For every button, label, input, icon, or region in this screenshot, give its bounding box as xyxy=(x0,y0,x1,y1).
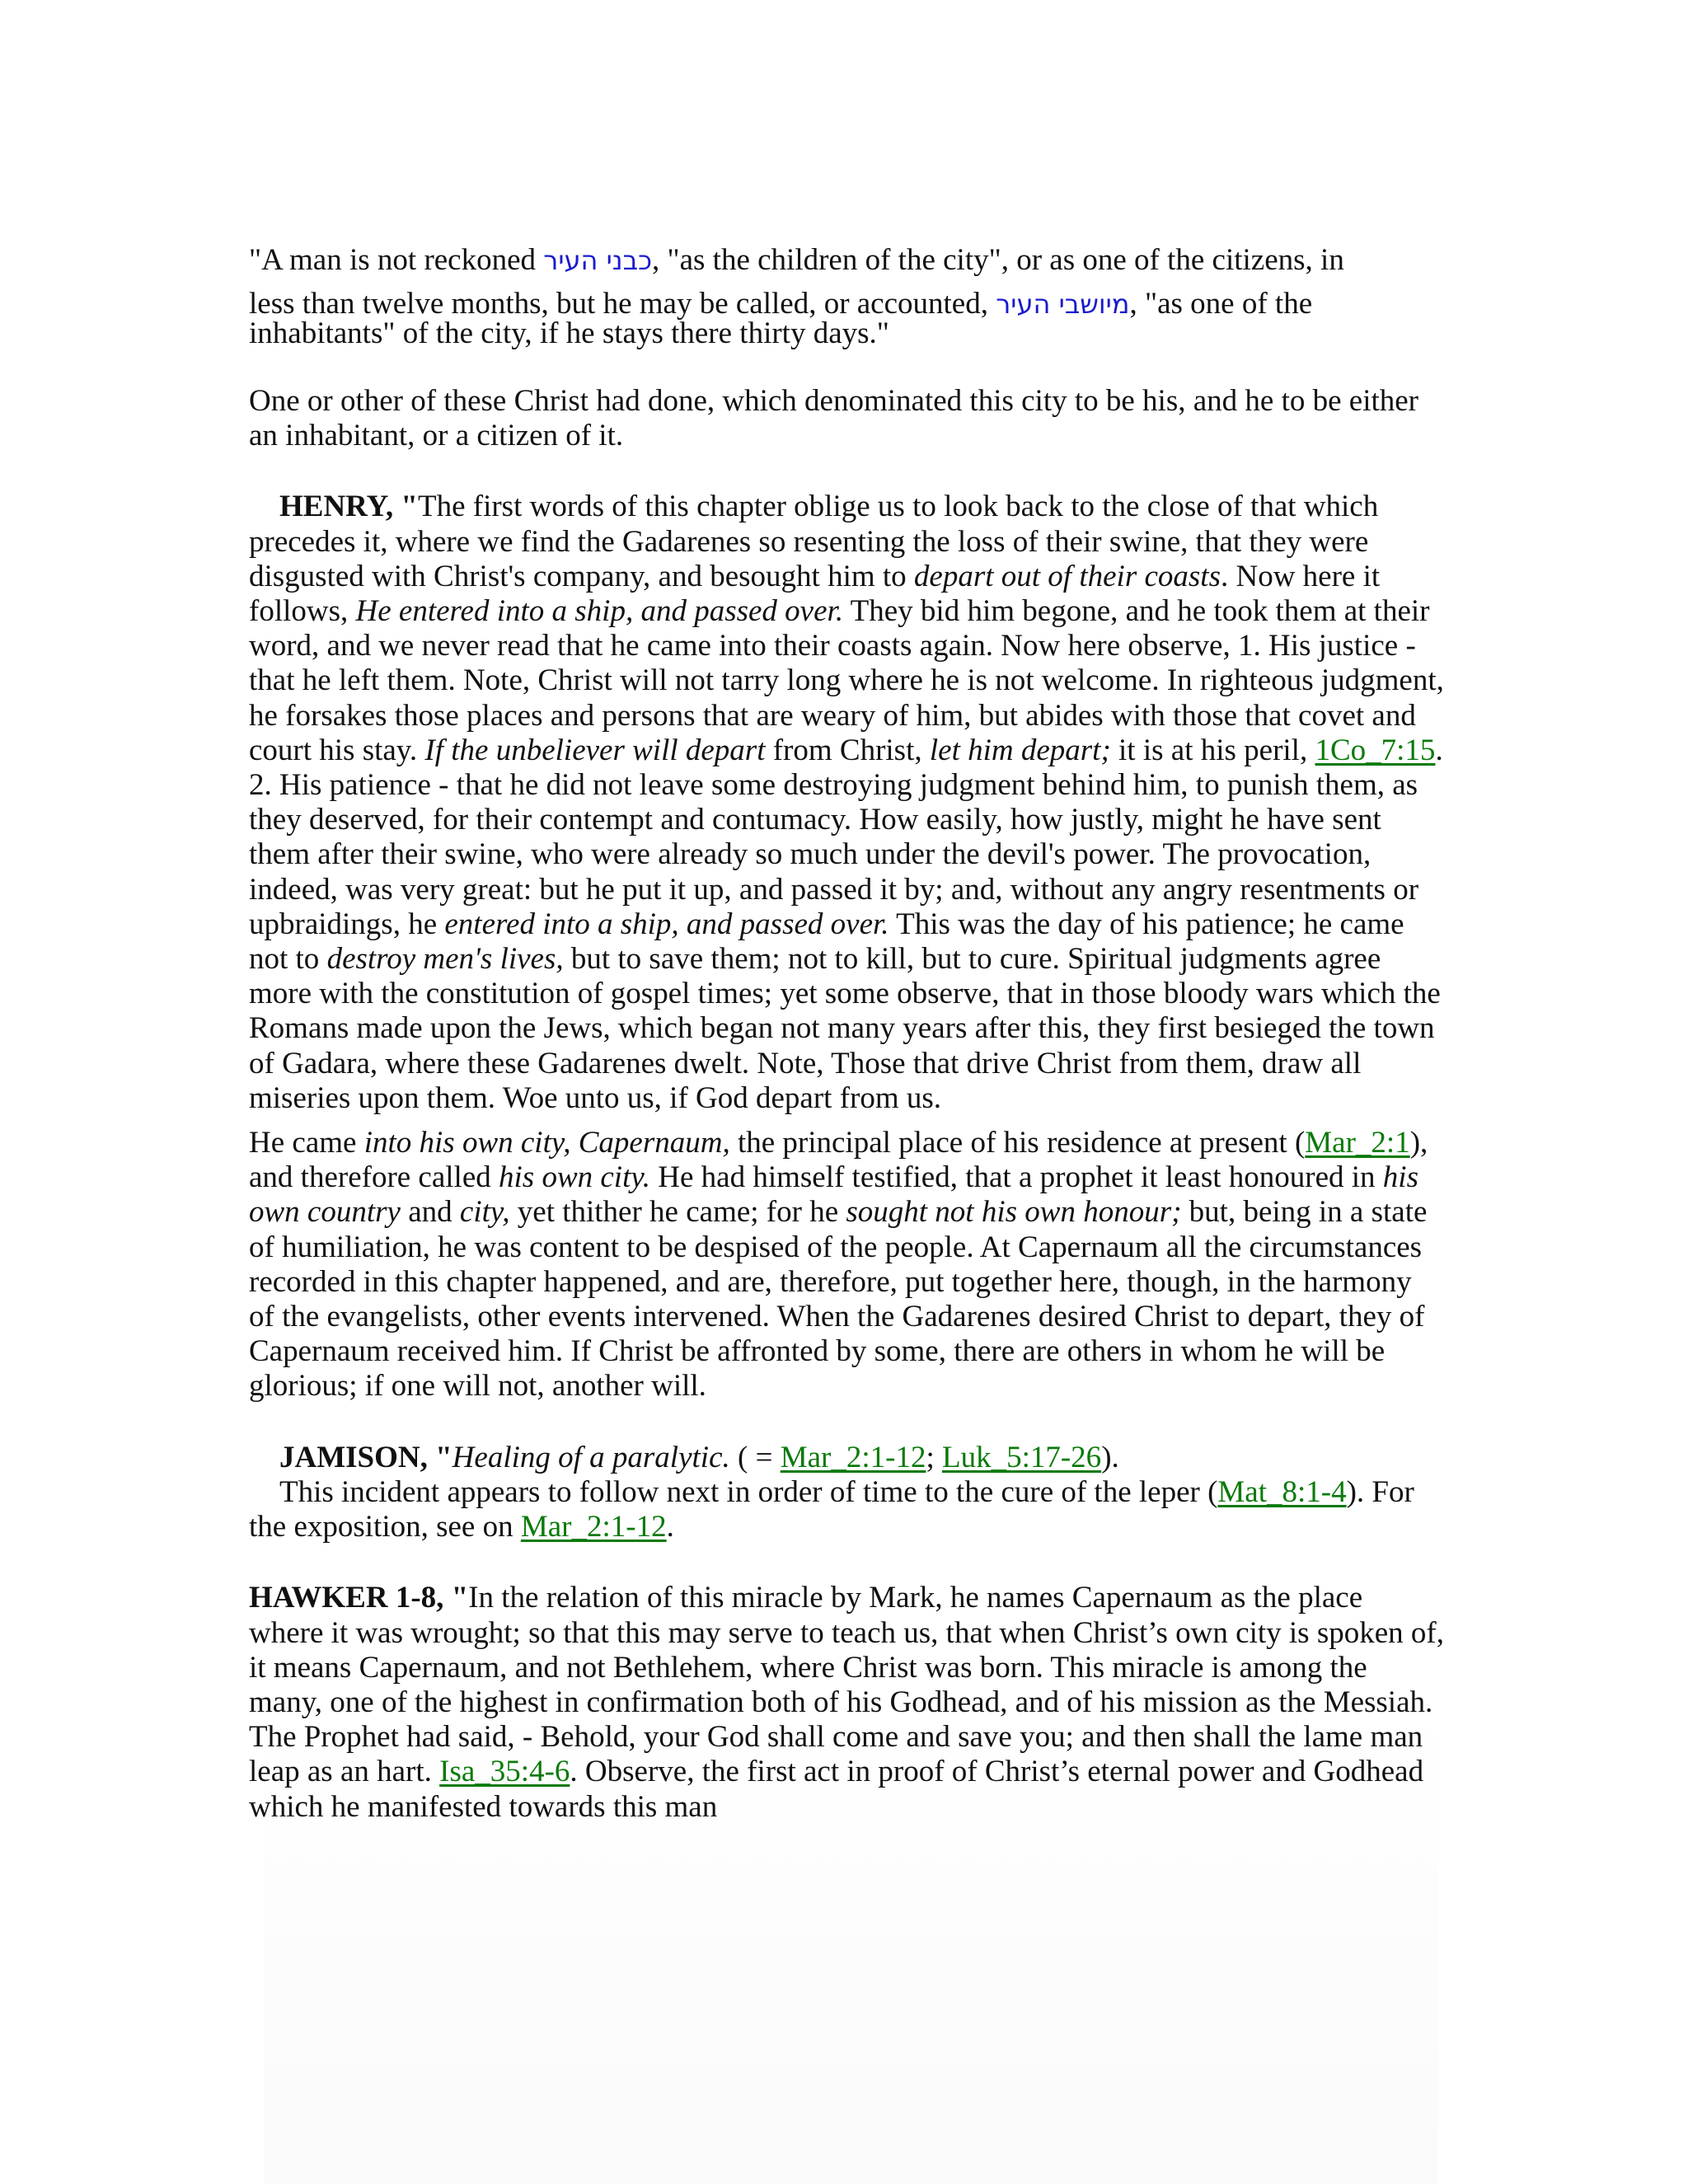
text: This incident appears to follow next in order of time to the cure of the leper ( xyxy=(279,1474,1218,1509)
scripture-link[interactable]: 1Co_7:15 xyxy=(1315,733,1436,767)
text: but to save them; not to kill, but to cure. Spiritual judgments agree more with the constitution of gospel times; yet some observe, that in those bloody wars which the Romans made upon the Jews, which began not many years after this, they first besieged the town of Gadara, where these Gadarenes dwelt. Note, Those that drive Christ from them, draw all miseries upon them. Woe unto us, if God depart from us. xyxy=(249,942,1441,1115)
paragraph-jamison xyxy=(249,1441,1444,1475)
text: ). xyxy=(1101,1440,1119,1474)
quote-text: He entered into a ship, and passed over. xyxy=(355,594,844,629)
quote-text: city, xyxy=(459,1195,510,1230)
text: yet thither he came; for he xyxy=(509,1195,846,1230)
scripture-link[interactable]: Isa_35:4-6 xyxy=(439,1755,570,1789)
quote-text: depart out of their coasts xyxy=(913,559,1221,593)
paragraph-capernaum xyxy=(249,1126,1444,1404)
text: . Observe, the first act in proof of Christ’s eternal power and Godhead which he manifested towards this man xyxy=(249,1755,1424,1824)
quote-text: sought not his own honour; xyxy=(846,1195,1182,1230)
scripture-link[interactable]: Mat_8:1-4 xyxy=(1217,1474,1347,1509)
text: from Christ, xyxy=(765,733,930,767)
text: , "as one of the xyxy=(1129,287,1313,321)
scripture-link[interactable]: Mar_2:1 xyxy=(1305,1126,1410,1160)
text: ). For the exposition, see on xyxy=(249,1474,1414,1544)
text: . 2. His patience - that he did not leave some destroying judgment behind him, to punish them, as they deserved, for their contempt and contumacy. How easily, how justly, might he have sent them after their swine, who were already so much under the devil's power. The provocation, indeed, was very great: but he put it up, and passed it by; and, without any angry resentments or upbraidings, he xyxy=(249,733,1443,941)
text: . xyxy=(666,1510,674,1544)
scripture-link[interactable]: Luk_5:17-26 xyxy=(941,1440,1102,1474)
paragraph-hawker xyxy=(249,1581,1444,1824)
quote-text: entered into a ship, and passed over. xyxy=(444,907,889,941)
commentary-page xyxy=(249,241,1444,1825)
commentator-label: JAMISON, " xyxy=(279,1440,452,1474)
text: He came xyxy=(249,1126,364,1160)
text: , "as the children of the city", or as one of the citizens, in xyxy=(652,243,1344,277)
text: This was the day of his patience; he came not to xyxy=(249,907,1404,977)
text: "A man is not reckoned xyxy=(249,243,544,277)
paragraph-henry xyxy=(249,490,1444,1116)
text: In the relation of this miracle by Mark, he names Capernaum as the place where it was wrought; so that this may serve to teach us, that when Christ’s own city is spoken of, it means Capernaum, and not Bethlehem, where Christ was born. This miracle is among the many, one of the highest in confirmation both of his Godhead, and of his mission as the Messiah. The Prophet had said, - Behold, your God shall come and save you; and then shall the lame man leap as an hart. xyxy=(249,1581,1444,1789)
text: The first words of this chapter oblige us to look back to the close of that which precedes it, where we find the Gadarenes so resenting the loss of their swine, that they were disgusted with Christ's company, and besought him to xyxy=(249,490,1379,593)
line: inhabitants" of the city, if he stays there thirty days." xyxy=(249,316,889,350)
quote-text: into his own city, Capernaum, xyxy=(363,1126,730,1160)
text: They bid him begone, and he took them at their word, and we never read that he came into their coasts again. Now here observe, 1. His justice - that he left them. Note, Christ will not tarry long where he is not welcome. In righteous judgment, he forsakes those places and persons that are weary of him, but abides with those that covet and court his stay. xyxy=(249,594,1444,767)
text: . Now here it follows, xyxy=(249,559,1381,629)
quote-text: Healing of a paralytic. xyxy=(452,1440,730,1474)
text: ; xyxy=(926,1440,942,1474)
commentator-label: HENRY, " xyxy=(279,490,418,524)
paragraph-jamison-2 xyxy=(249,1475,1444,1544)
quote-text: his own country xyxy=(249,1160,1418,1230)
text: ), and therefore called xyxy=(249,1126,1428,1195)
scripture-link[interactable]: Mar_2:1-12 xyxy=(520,1510,667,1544)
quote-text: let him depart; xyxy=(929,733,1111,767)
text: He had himself testified, that a prophet it least honoured in xyxy=(650,1160,1383,1195)
quote-text: If the unbeliever will depart xyxy=(424,733,766,767)
text: but, being in a state of humiliation, he was content to be despised of the people. At Capernaum all the circumstances recorded in this chapter happened, and are, therefore, put together here, though, in the harmony of the evangelists, other events intervened. When the Gadarenes desired Christ to depart, they of Capernaum received him. If Christ be affronted by some, there are others in whom he will be glorious; if one will not, another will. xyxy=(249,1195,1428,1404)
text: ( = xyxy=(729,1440,781,1474)
quote-text: his own city. xyxy=(499,1160,650,1195)
hebrew-text: כבני העיר xyxy=(543,245,652,276)
hebrew-text: מיושבי העיר xyxy=(996,288,1130,320)
paragraph-citizenship xyxy=(249,241,1444,351)
line xyxy=(249,241,1444,280)
quote-text: destroy men's lives, xyxy=(326,942,564,977)
text: less than twelve months, but he may be called, or accounted, xyxy=(249,287,996,321)
commentator-label: HAWKER 1-8, " xyxy=(249,1581,469,1615)
paragraph-one-or-other: One or other of these Christ had done, which denominated this city to be his, and he to be either an inhabitant, or a citizen of it. xyxy=(249,384,1419,453)
text: it is at his peril, xyxy=(1110,733,1315,767)
scripture-link[interactable]: Mar_2:1-12 xyxy=(780,1440,926,1474)
text: and xyxy=(400,1195,460,1230)
text: the principal place of his residence at present ( xyxy=(729,1126,1306,1160)
